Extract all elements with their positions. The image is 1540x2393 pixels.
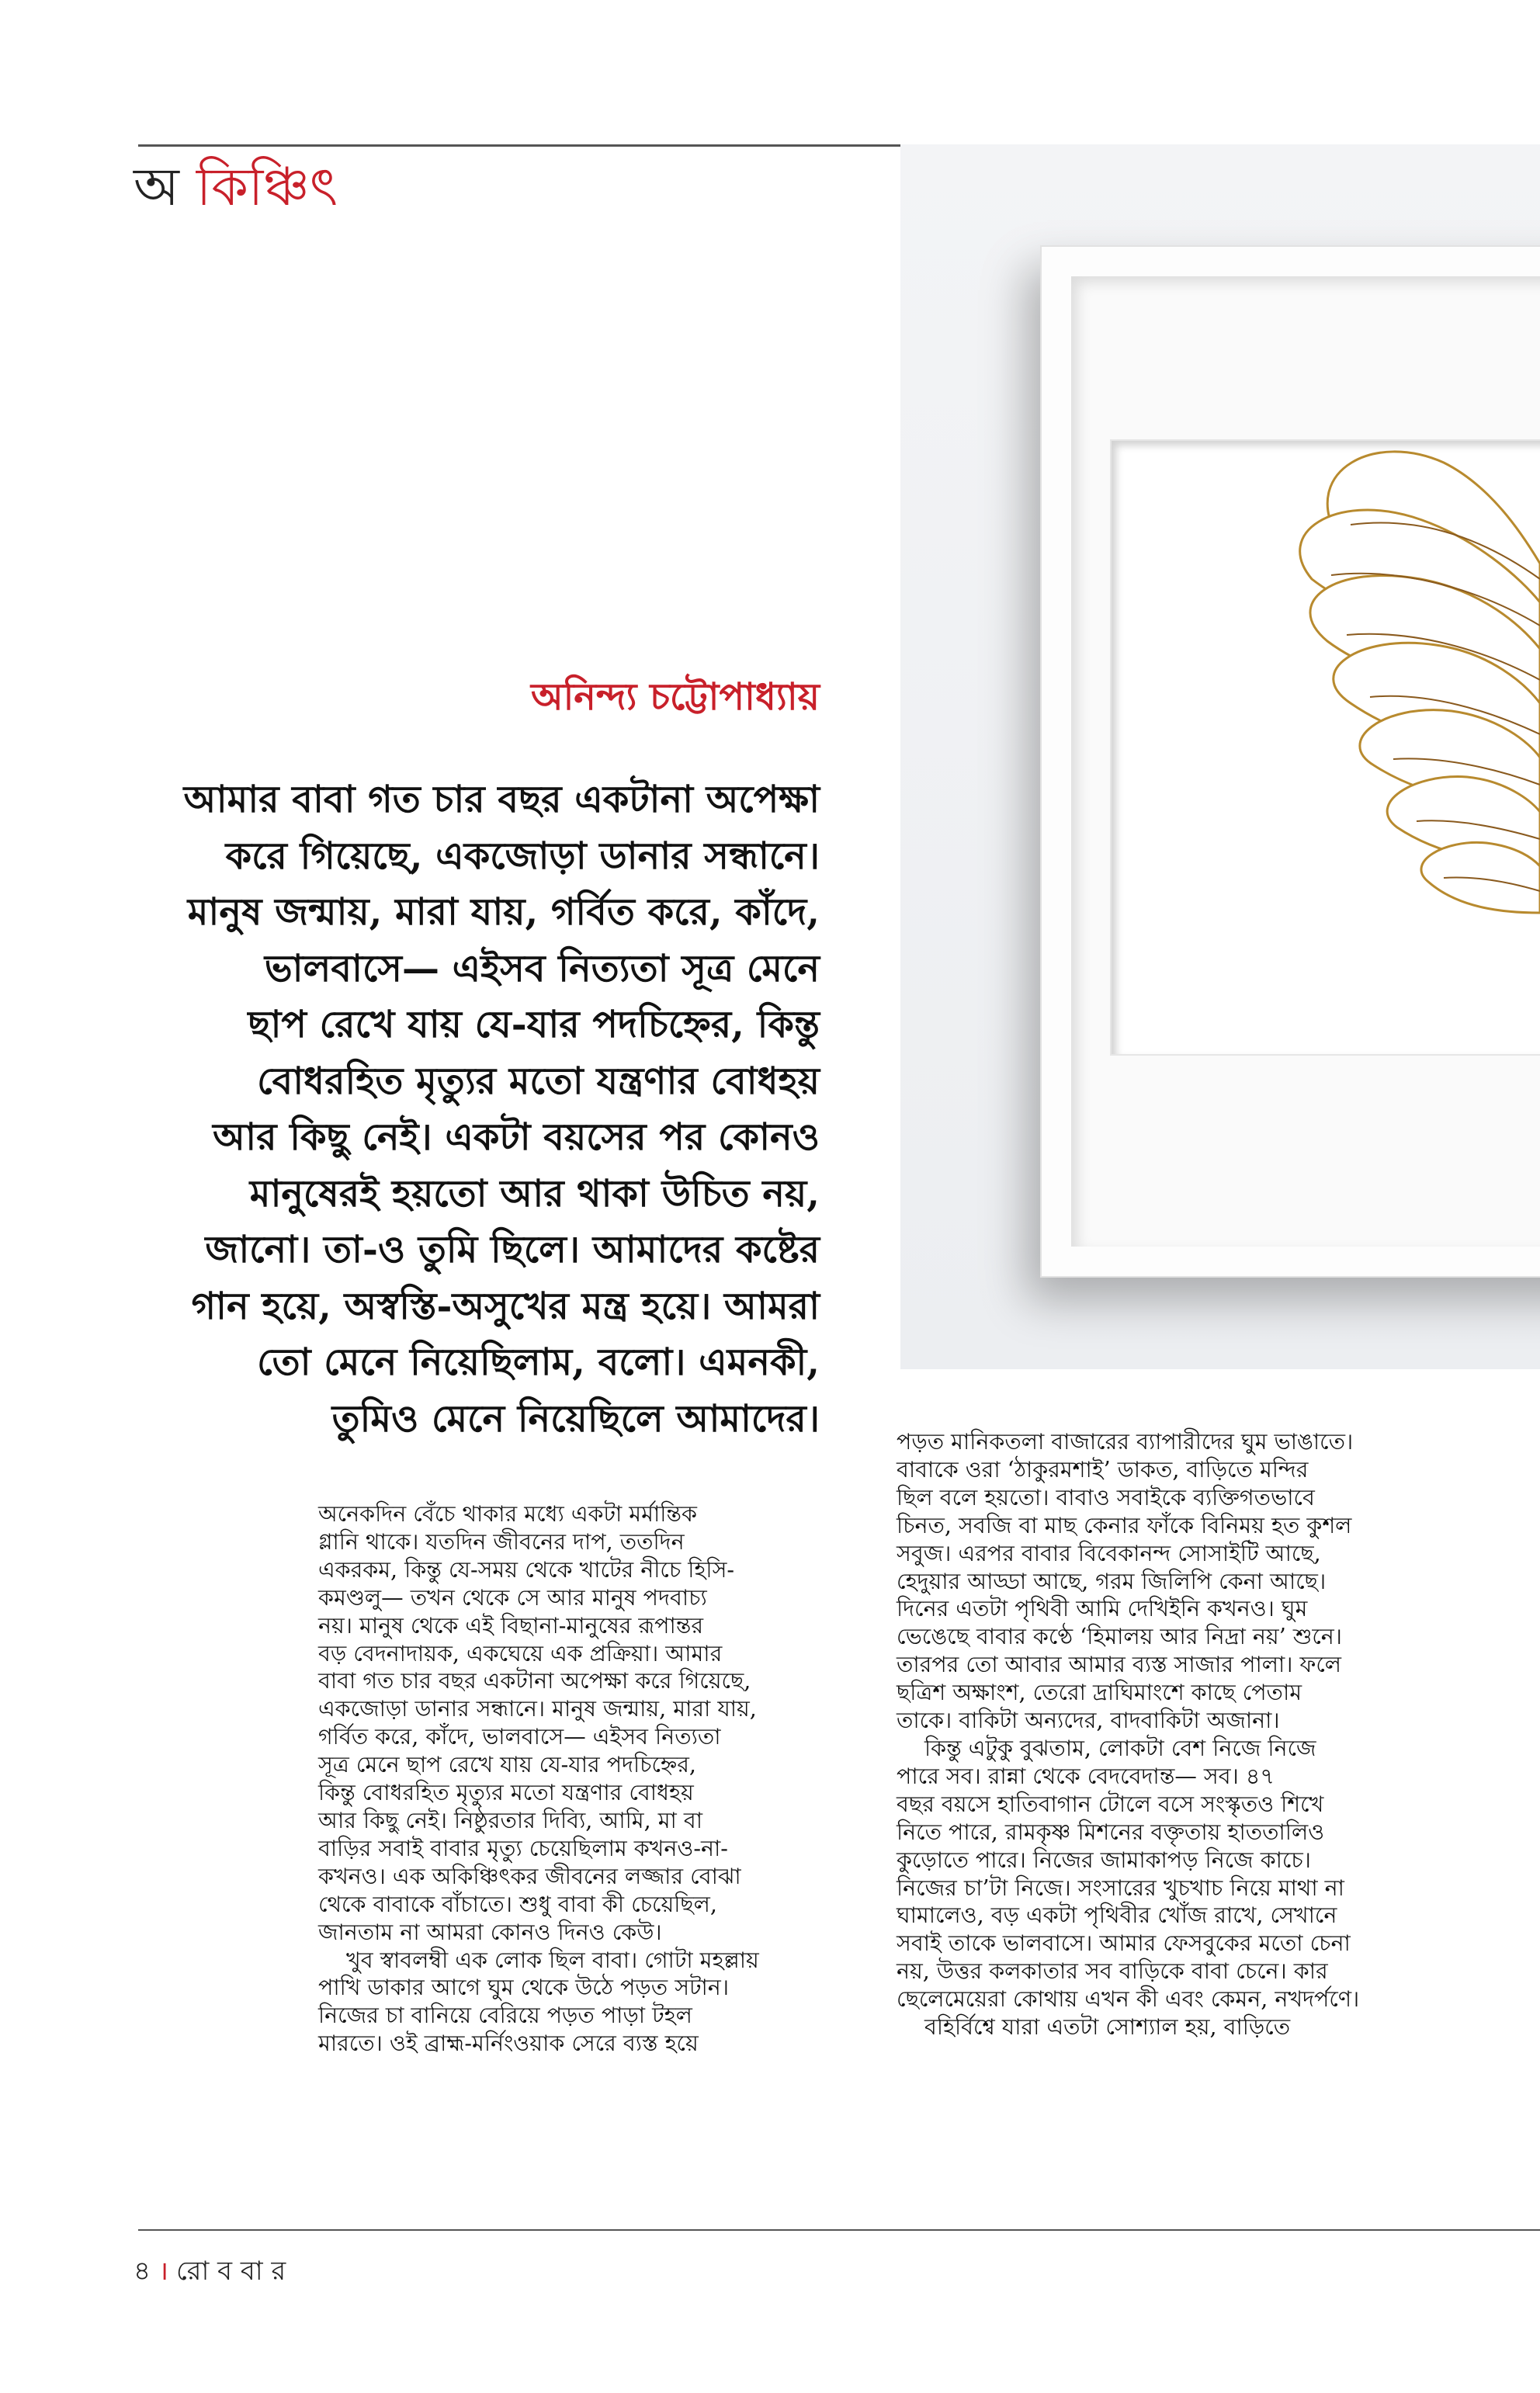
body-line: কখনও। এক অকিঞ্চিৎকর জীবনের লজ্জার বোঝা — [318, 1863, 741, 1889]
bottom-rule — [138, 2229, 1540, 2231]
body-line: কিন্তু বোধরহিত মৃত্যুর মতো যন্ত্রণার বোধহয় — [318, 1780, 694, 1806]
body-line: ভেঙেছে বাবার কণ্ঠে ‘হিমালয় আর নিদ্রা নয়’ শুনে। — [897, 1624, 1343, 1650]
lead-line: মানুষ জন্মায়, মারা যায়, গর্বিত করে, কাঁদে, — [187, 890, 820, 934]
lead-line: আমার বাবা গত চার বছর একটানা অপেক্ষা — [183, 778, 820, 821]
body-line: একজোড়া ডানার সন্ধানে। মানুষ জন্মায়, মারা যায়, — [318, 1696, 757, 1722]
body-line: মারতে। ওই ব্রাহ্ম-মর্নিংওয়াক সেরে ব্যস্ত হয়ে — [318, 2031, 699, 2057]
lead-line: মানুষেরই হয়তো আর থাকা উচিত নয়, — [249, 1171, 820, 1216]
body-line: চিনত, সবজি বা মাছ কেনার ফাঁকে বিনিময় হত কুশল — [897, 1512, 1352, 1538]
body-line: নিতে পারে, রামকৃষ্ণ মিশনের বক্তৃতায় হাততালিও — [897, 1819, 1325, 1845]
lead-line: করে গিয়েছে, একজোড়া ডানার সন্ধানে। — [225, 834, 820, 878]
lead-line: ছাপ রেখে যায় যে-যার পদচিহ্নের, কিন্তু — [248, 1003, 820, 1046]
body-line: আর কিছু নেই। নিষ্ঠুরতার দিব্যি, আমি, মা বা — [318, 1807, 702, 1833]
body-line: একরকম, কিন্তু যে-সময় থেকে খাটের নীচে হিসি- — [318, 1556, 735, 1583]
body-line: ছত্রিশ অক্ষাংশ, তেরো দ্রাঘিমাংশে কাছে পেতাম — [897, 1680, 1302, 1706]
body-line: পাখি ডাকার আগে ঘুম থেকে উঠে পড়ত সটান। — [318, 1975, 730, 2001]
lead-line: আর কিছু নেই। একটা বয়সের পর কোনও — [213, 1115, 820, 1159]
body-line: নিজের চা’টা নিজে। সংসারের খুচখাচ নিয়ে মাথা না — [897, 1875, 1344, 1901]
lead-line: তুমিও মেনে নিয়েছিলে আমাদের। — [331, 1396, 820, 1441]
body-line: ছেলেমেয়েরা কোথায় এখন কী এবং কেমন, নখদর্পণে। — [897, 1986, 1360, 2013]
section-letter: অ — [134, 157, 179, 218]
body-line: গর্বিত করে, কাঁদে, ভালবাসে— এইসব নিত্যতা — [318, 1724, 721, 1750]
golden-wings-illustration — [900, 144, 1540, 1369]
body-line: হেদুয়ার আড্ডা আছে, গরম জিলিপি কেনা আছে। — [897, 1568, 1327, 1594]
lead-line: বোধরহিত মৃত্যুর মতো যন্ত্রণার বোধহয় — [257, 1059, 820, 1103]
wing-feather-7 — [1421, 842, 1540, 913]
body-line: সবুজ। এরপর বাবার বিবেকানন্দ সোসাইটি আছে, — [897, 1540, 1321, 1566]
body-line: বড় বেদনাদায়ক, একঘেয়ে এক প্রক্রিয়া। আমার — [318, 1640, 723, 1666]
section-title: কিঞ্চিৎ — [196, 157, 338, 218]
lead-line: ভালবাসে— এইসব নিত্যতা সূত্র মেনে — [264, 946, 820, 990]
body-column-right — [897, 1428, 1409, 2041]
lead-line: তো মেনে নিয়েছিলাম, বলো। এমনকী, — [257, 1340, 820, 1384]
page-footer — [134, 2251, 286, 2295]
body-line: থেকে বাবাকে বাঁচাতে। শুধু বাবা কী চেয়েছিল, — [318, 1891, 717, 1917]
body-line: সূত্র মেনে ছাপ রেখে যায় যে-যার পদচিহ্নের, — [318, 1752, 696, 1778]
body-line: ঘামালেও, বড় একটা পৃথিবীর খোঁজ রাখে, সেখানে — [897, 1902, 1337, 1929]
body-line: কিন্তু এটুকু বুঝতাম, লোকটা বেশ নিজে নিজে — [924, 1735, 1316, 1761]
body-column-left — [318, 1500, 815, 2058]
lead-line: জানো। তা-ও তুমি ছিলে। আমাদের কষ্টের — [205, 1228, 820, 1271]
body-line: পড়ত মানিকতলা বাজারের ব্যাপারীদের ঘুম ভাঙাতে। — [897, 1429, 1354, 1455]
body-line: তারপর তো আবার আমার ব্যস্ত সাজার পালা। ফলে — [897, 1652, 1342, 1678]
body-line: বাবাকে ওরা ‘ঠাকুরমশাই’ ডাকত, বাড়িতে মন্দির — [897, 1456, 1309, 1483]
body-line: নিজের চা বানিয়ে বেরিয়ে পড়ত পাড়া টহল — [318, 2003, 692, 2029]
body-line: অনেকদিন বেঁচে থাকার মধ্যে একটা মর্মান্তিক — [318, 1501, 697, 1527]
body-line: বহির্বিশ্বে যারা এতটা সোশ্যাল হয়, বাড়িতে — [924, 2014, 1291, 2041]
magazine-name: রো ব বা র — [175, 2256, 286, 2287]
lead-line: গান হয়ে, অস্বস্তি-অসুখের মন্ত্র হয়ে। আমরা — [191, 1284, 820, 1328]
footer-separator: । — [158, 2256, 168, 2287]
body-line: কুড়োতে পারে। নিজের জামাকাপড় নিজে কাচে। — [897, 1847, 1311, 1873]
body-line: বাড়ির সবাই বাবার মৃত্যু চেয়েছিলাম কখনও-না- — [318, 1835, 728, 1861]
body-line: কমণ্ডলু— তখন থেকে সে আর মানুষ পদবাচ্য — [318, 1584, 707, 1611]
lead-paragraph — [121, 772, 820, 1447]
page-number: ৪ — [134, 2256, 151, 2287]
body-line: পারে সব। রান্না থেকে বেদবেদান্ত— সব। ৪৭ — [897, 1763, 1275, 1789]
body-line: বছর বয়সে হাতিবাগান টোলে বসে সংস্কৃতও শিখে — [897, 1791, 1324, 1817]
framed-wings-photo — [900, 144, 1540, 1369]
body-line: দিনের এতটা পৃথিবী আমি দেখিইনি কখনও। ঘুম — [897, 1596, 1308, 1622]
body-line: নয়। মানুষ থেকে এই বিছানা-মানুষের রূপান্তর — [318, 1612, 704, 1639]
section-heading — [134, 159, 338, 217]
body-line: তাকে। বাকিটা অন্যদের, বাদবাকিটা অজানা। — [897, 1708, 1280, 1734]
author-name: অনিন্দ্য চট্টোপাধ্যায় — [531, 675, 820, 719]
body-line: খুব স্বাবলম্বী এক লোক ছিল বাবা। গোটা মহল্লায় — [346, 1947, 759, 1973]
body-line: বাবা গত চার বছর একটানা অপেক্ষা করে গিয়েছে, — [318, 1668, 751, 1694]
body-line: ছিল বলে হয়তো। বাবাও সবাইকে ব্যক্তিগতভাবে — [897, 1484, 1315, 1510]
body-line: গ্লানি থাকে। যতদিন জীবনের দাপ, ততদিন — [318, 1528, 685, 1555]
body-line: নয়, উত্তর কলকাতার সব বাড়িকে বাবা চেনে। কার — [897, 1958, 1328, 1985]
top-rule — [138, 144, 914, 147]
body-line: সবাই তাকে ভালবাসে। আমার ফেসবুকের মতো চেনা — [897, 1930, 1351, 1957]
body-line: জানতাম না আমরা কোনও দিনও কেউ। — [318, 1919, 662, 1945]
